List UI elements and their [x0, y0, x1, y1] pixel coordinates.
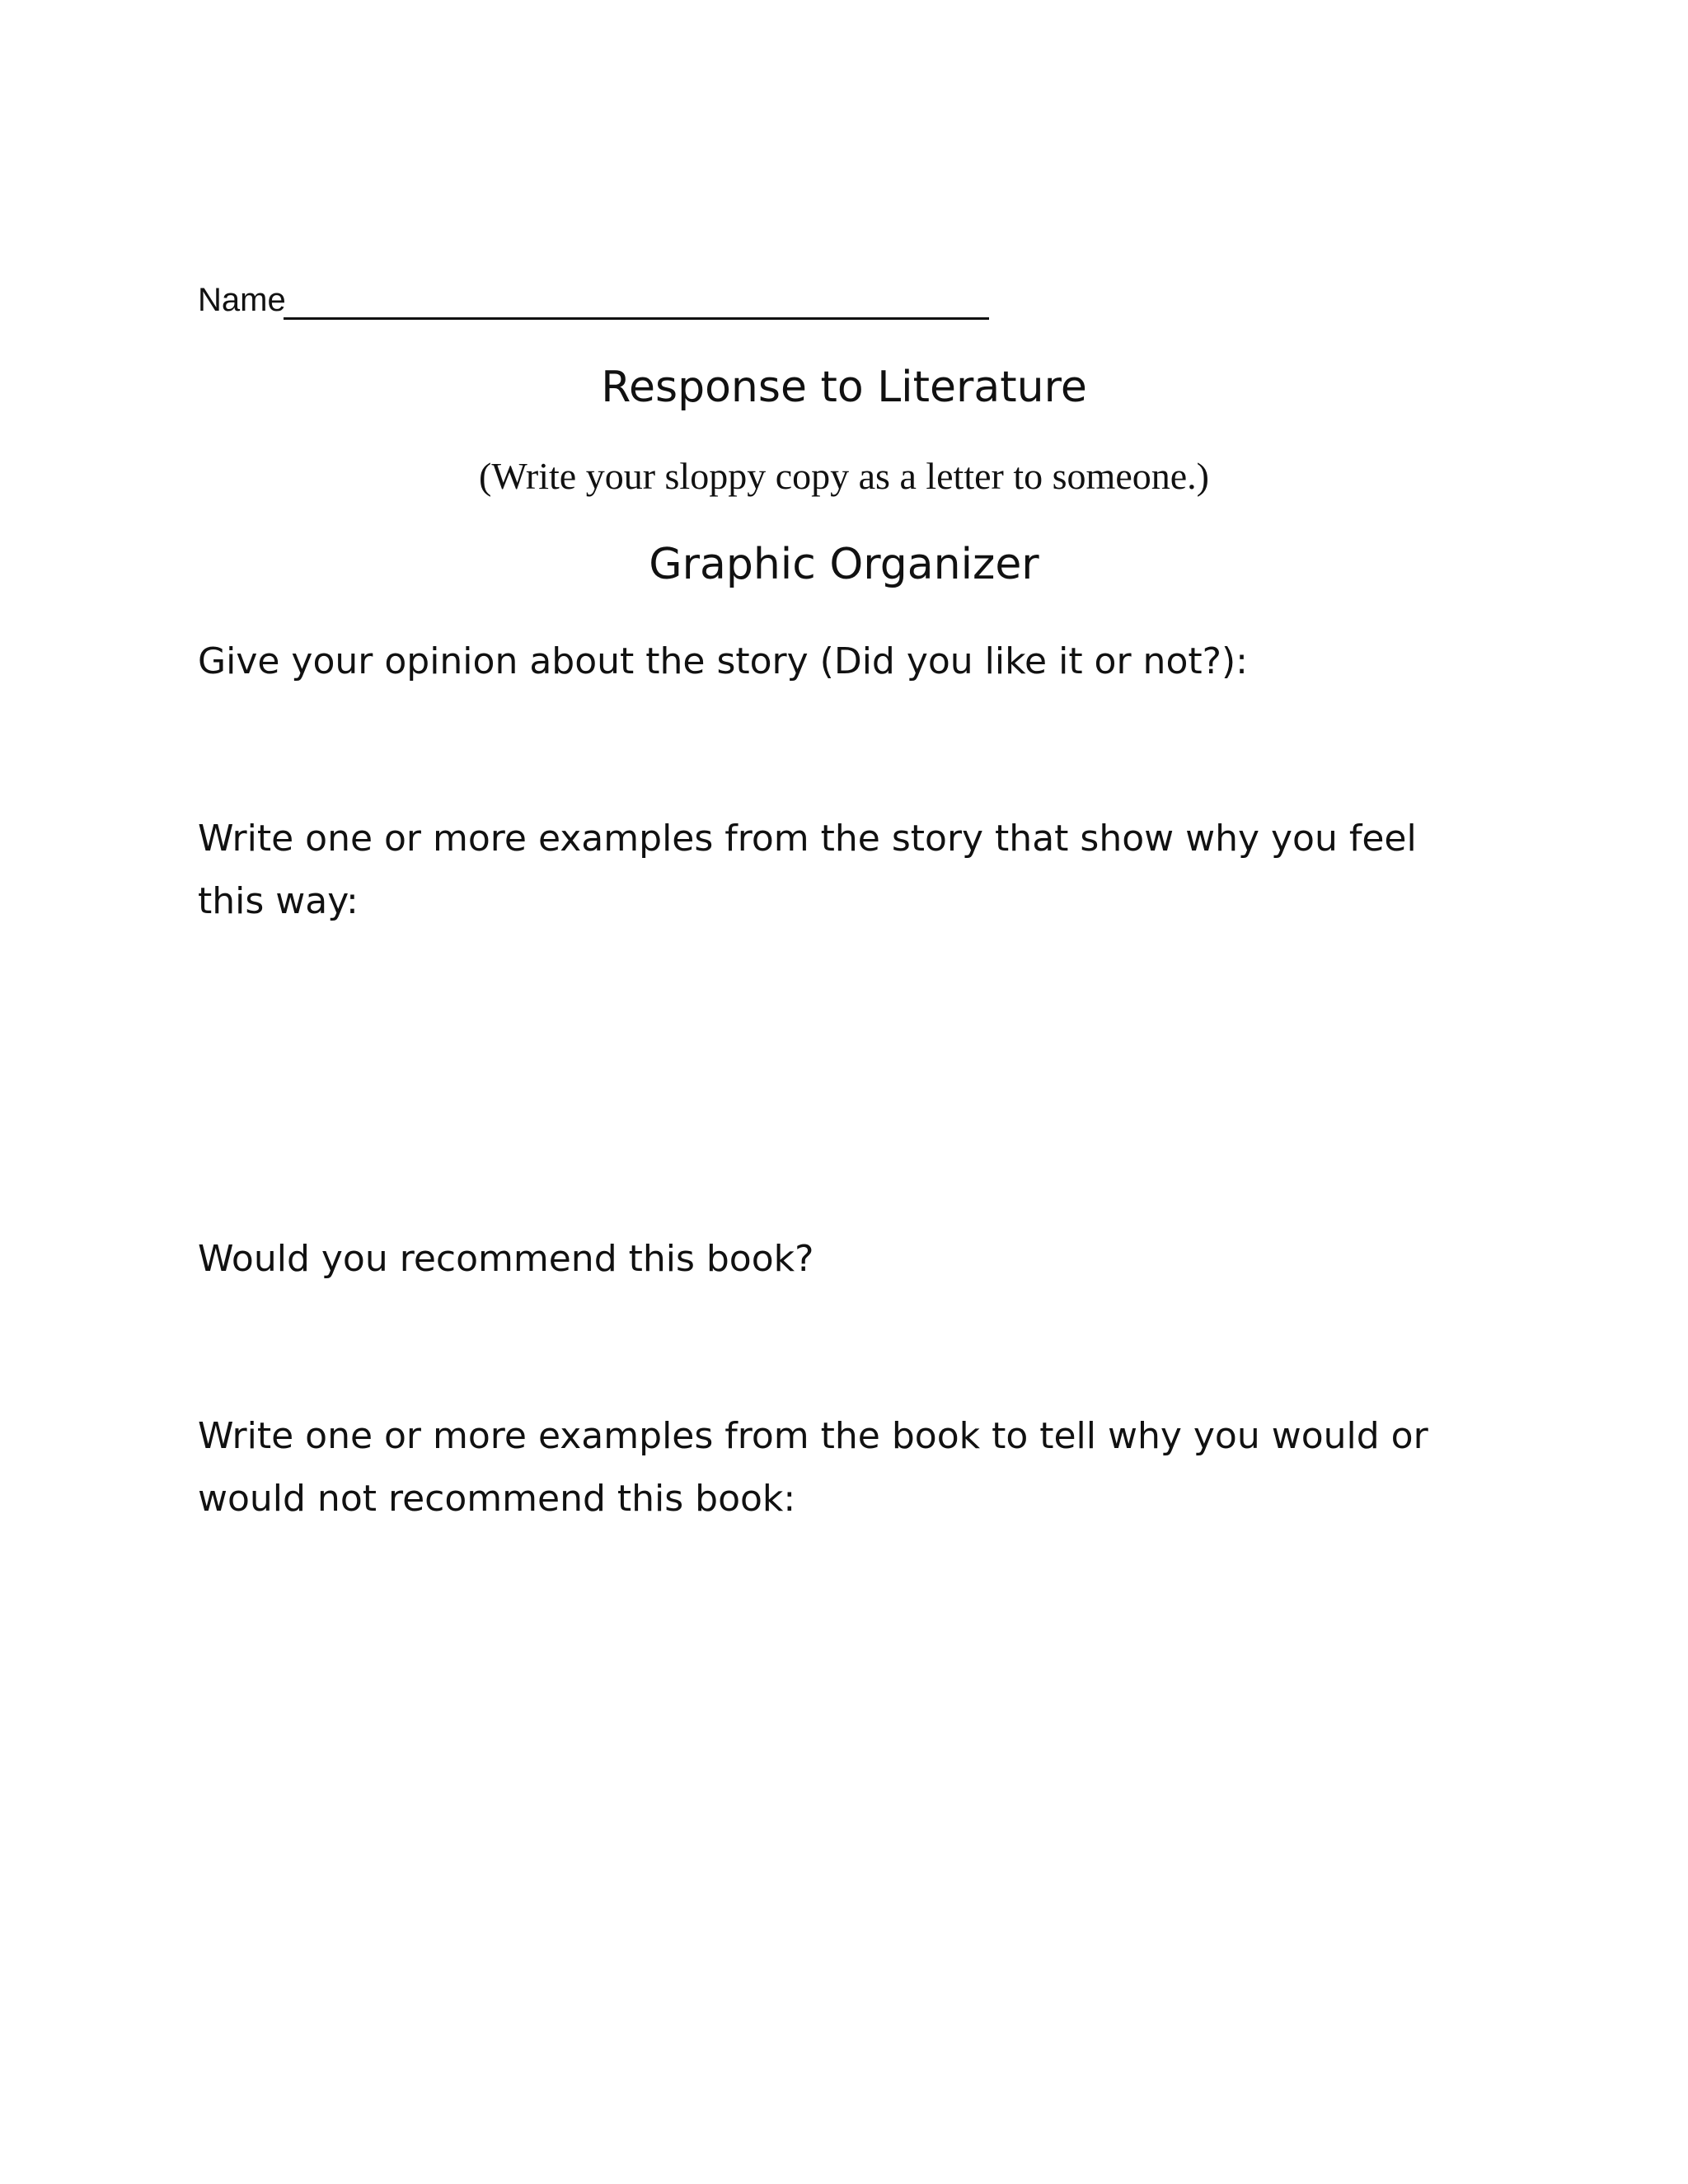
- prompt-opinion: Give your opinion about the story (Did you like it or not?):: [198, 640, 1248, 682]
- prompt-examples: Write one or more examples from the story that show why you feel this way:: [198, 818, 1417, 922]
- organizer-heading: Graphic Organizer: [649, 540, 1039, 589]
- worksheet-subtitle: (Write your sloppy copy as a letter to someone.): [479, 455, 1209, 497]
- prompt-recommend: Would you recommend this book?: [198, 1238, 814, 1280]
- name-label: Name: [198, 282, 286, 318]
- name-field: [198, 280, 989, 321]
- worksheet-title: Response to Literature: [601, 363, 1087, 412]
- name-blank-line: [284, 317, 989, 320]
- prompt-recommend-examples: Write one or more examples from the book to tell why you would or would not recommend this book:: [198, 1415, 1428, 1520]
